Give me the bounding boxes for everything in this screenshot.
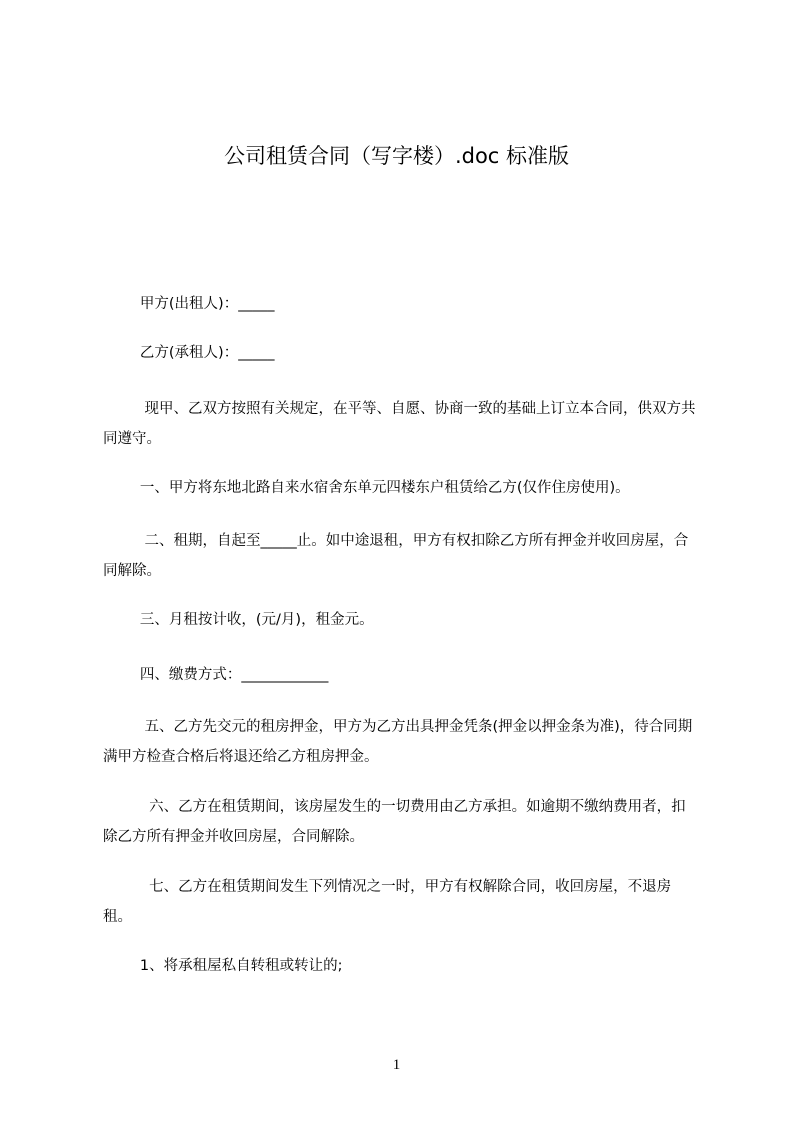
document-title: 公司租赁合同（写字楼）.doc 标准版 — [223, 144, 570, 168]
clause-2-term: 二、租期，自起至_____止。如中途退租，甲方有权扣除乙方所有押金并收回房屋，合同解除。 — [103, 533, 689, 579]
clause-5-deposit: 五、乙方先交元的租房押金，甲方为乙方出具押金凭条(押金以押金条为准)，待合同期满甲方检查合格后将退还给乙方租房押金。 — [103, 719, 693, 765]
clause-7-termination: 七、乙方在租赁期间发生下列情况之一时，甲方有权解除合同，收回房屋，不退房租。 — [103, 879, 672, 925]
clause-party-a: 甲方(出租人)：_____ — [103, 296, 275, 312]
clause-3-rent: 三、月租按计收，(元/月)，租金元。 — [103, 612, 374, 628]
clause-preamble: 现甲、乙双方按照有关规定，在平等、自愿、协商一致的基础上订立本合同，供双方共同遵守。 — [103, 401, 696, 447]
clause-4-payment: 四、缴费方式：____________ — [103, 667, 329, 683]
clause-party-b: 乙方(承租人)：_____ — [103, 345, 275, 361]
clause-7-item-1: 1、将承租屋私自转租或转让的; — [103, 958, 343, 974]
page-number: 1 — [392, 1057, 401, 1073]
clause-1-premises: 一、甲方将东地北路自来水宿舍东单元四楼东户租赁给乙方(仅作住房使用)。 — [103, 480, 630, 496]
clause-6-expenses: 六、乙方在租赁期间，该房屋发生的一切费用由乙方承担。如逾期不缴纳费用者，扣除乙方所有押金并收回房屋，合同解除。 — [103, 799, 686, 845]
